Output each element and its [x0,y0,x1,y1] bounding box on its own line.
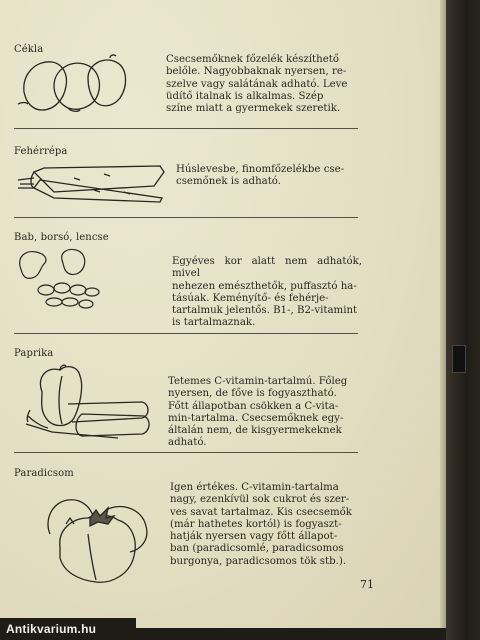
divider-2 [14,217,358,218]
section-label-feherrepa: Fehérrépa [14,146,68,157]
bookmark-tab [452,345,466,373]
section-label-paprika: Paprika [14,348,54,359]
tomato-illustration [40,494,152,586]
section-label-paradicsom: Paradicsom [14,468,74,479]
divider-1 [14,128,358,129]
divider-3 [14,333,358,334]
page-number: 71 [360,578,374,591]
bell-pepper-illustration [22,362,154,442]
section-label-bab-borso-lencse: Bab, borsó, lencse [14,232,109,243]
section-label-cekla: Cékla [14,44,44,55]
section-text-paradicsom: Igen értékes. C-vitamin-tartalma nagy, ezenkívül sok cukrot és szer- ves savat tartalmaz. Kis csecsemők (már hathetes kortól) is fogyaszt- hatják nyersen vagy főtt állapot- ban (paradicsomlé, paradicsomos burgonya, paradicsomos tök stb.). [170,482,352,567]
parsley-root-illustration [14,158,166,204]
beans-peas-lentils-illustration [14,246,104,312]
divider-4 [14,452,358,453]
beetroot-illustration [14,52,132,114]
section-text-cekla: Csecsemőknek főzelék készíthető belőle. Nagyobbaknak nyersen, re- szelve vagy salátának adható. Leve üdítő italnak is alkalmas. Szép színe miatt a gyermekek szeretik. [166,54,348,115]
section-text-paprika: Tetemes C-vitamin-tartalmú. Főleg nyersen, de főve is fogyasztható. Főtt állapotban csökken a C-vita- min-tartalma. Csecsemőknek egy- általán nem, de kisgyermekeknek adható. [168,376,348,449]
watermark: Antikvarium.hu [0,618,136,640]
section-text-feherrepa: Húslevesbe, finomfőzelékbe cse- csemőnek is adható. [176,164,345,188]
section-text-bab-borso-lencse: Egyéves kor alatt nem adhatók, mivel nehezen emészthetők, puffasztó ha- tásúak. Keményítő- és fehérje- tartalmuk jelentős. B1-, B2-vitamint is tartalmaznak. [172,256,362,329]
book-gutter [446,0,480,640]
